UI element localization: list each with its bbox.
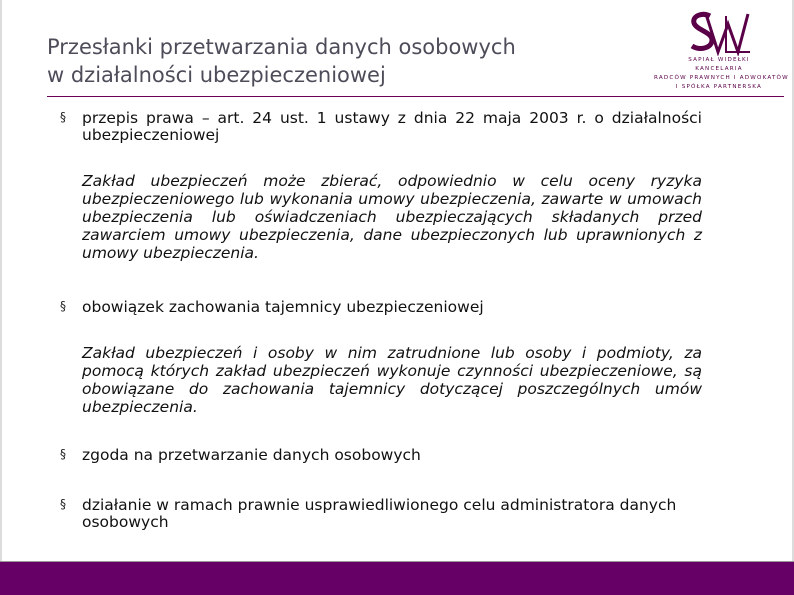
slide-title-line-1: Przesłanki przetwarzania danych osobowych [47, 35, 516, 59]
list-item-2: obowiązek zachowania tajemnicy ubezpieczeniowej [82, 298, 484, 316]
footer-bar [0, 562, 794, 595]
list-item-1: przepis prawa – art. 24 ust. 1 ustawy z dnia 22 maja 2003 r. o działalności ubezpieczeniowej [82, 109, 702, 144]
sw-monogram-logo [684, 10, 754, 56]
list-item-3: zgoda na przetwarzanie danych osobowych [82, 446, 421, 464]
bullet-icon: § [60, 447, 66, 461]
slide-title-line-2: w działalności ubezpieczeniowej [47, 63, 386, 87]
slide-frame-left [0, 0, 2, 595]
bullet-icon: § [60, 497, 66, 511]
bullet-icon: § [60, 110, 66, 124]
logo-line-3: RADCÓW PRAWNYCH I ADWOKATÓW [654, 75, 789, 81]
list-item-4: działanie w ramach prawnie usprawiedliwionego celu administratora danych osobowych [82, 496, 677, 531]
bullet-icon: § [60, 299, 66, 313]
quote-2: Zakład ubezpieczeń i osoby w nim zatrudnione lub osoby i podmioty, za pomocą których zakład ubezpieczeń wykonuje czynności ubezpieczeniowe, są obowiązane do zachowania tajemnicy dotyczącej poszczególnych umów ubezpieczenia. [82, 344, 702, 416]
firm-logo [654, 10, 789, 94]
logo-line-2: KANCELARIA [695, 66, 743, 72]
title-divider [47, 96, 784, 97]
slide-title [47, 33, 607, 89]
logo-line-4: I SPÓŁKA PARTNERSKA [675, 84, 763, 90]
quote-1: Zakład ubezpieczeń może zbierać, odpowiednio w celu oceny ryzyka ubezpieczeniowego lub wykonania umowy ubezpieczenia, zawarte w umowach ubezpieczenia lub oświadczeniach ubezpieczających składanych przed zawarciem umowy ubezpieczenia, dane ubezpieczonych lub uprawnionych z umowy ubezpieczenia. [82, 172, 702, 262]
logo-line-1: SAPIAŁ WIDEŁKI [688, 57, 750, 63]
